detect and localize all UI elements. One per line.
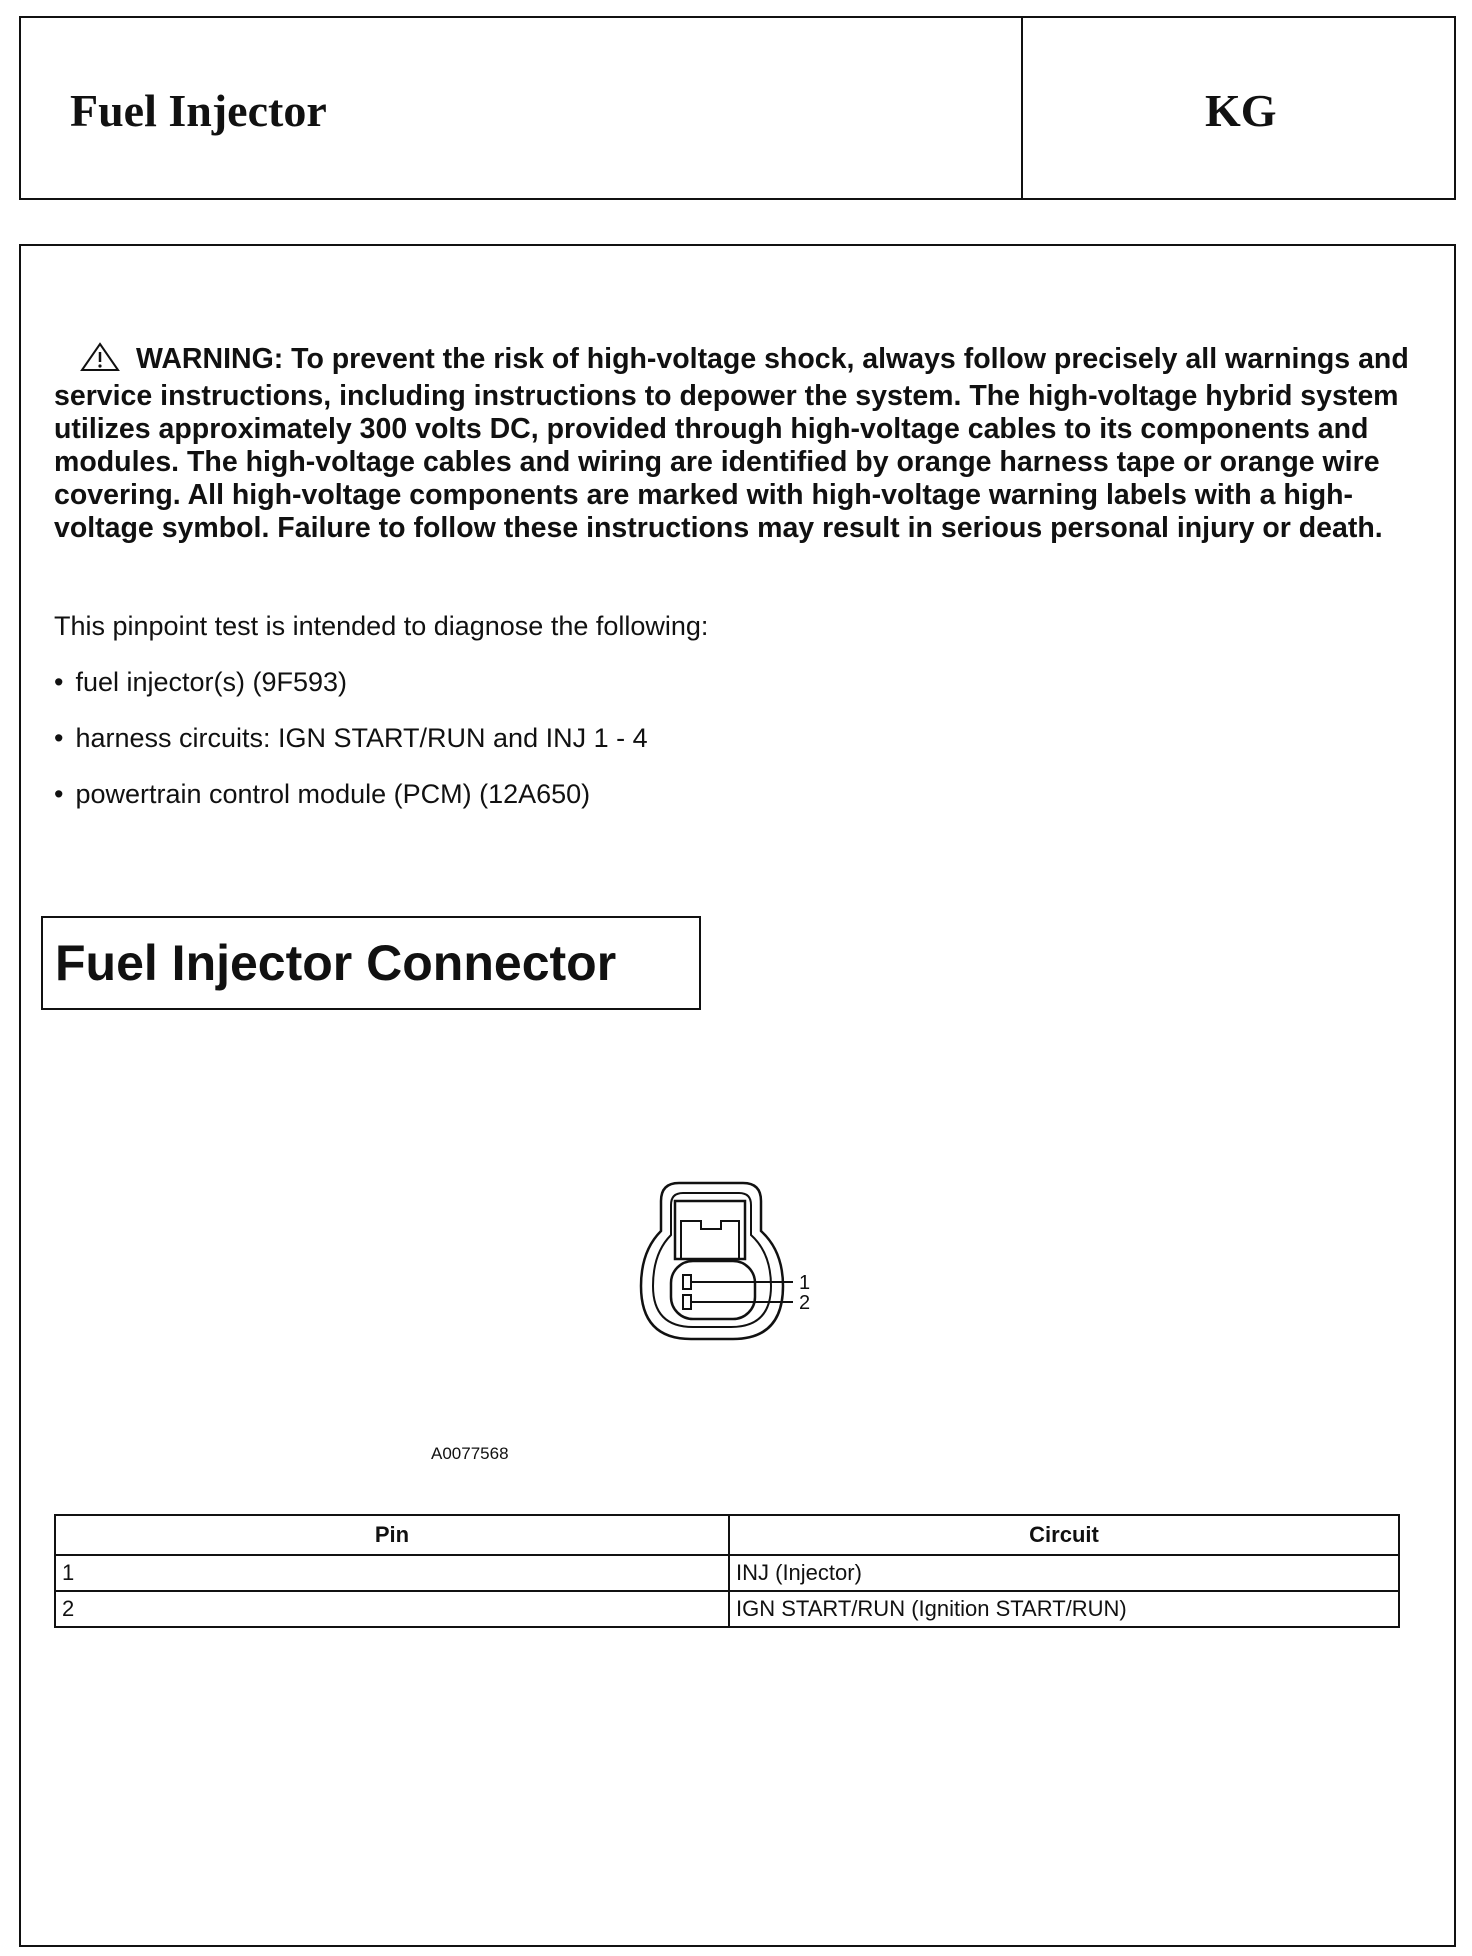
list-item: • fuel injector(s) (9F593) xyxy=(54,666,648,722)
diagnose-list xyxy=(54,666,648,834)
warning-paragraph xyxy=(54,342,1444,545)
page-title: Fuel Injector xyxy=(70,85,327,136)
header-box xyxy=(19,16,1456,200)
table-row xyxy=(55,1591,1399,1627)
section-code: KG xyxy=(1205,85,1277,136)
pin-2-terminal xyxy=(683,1295,691,1309)
connector-latch-notch xyxy=(681,1221,739,1259)
pin-2-label: 2 xyxy=(799,1292,811,1314)
table-row xyxy=(55,1555,1399,1591)
warning-text: WARNING: To prevent the risk of high-voltage shock, always follow precisely all warnings and service instructions, including instructions to depower the system. The high-voltage hybrid system utilizes approximately 300 volts DC, provided through high-voltage cables to its components and modules. The high-voltage cables and wiring are identified by orange harness tape or orange wire covering. All high-voltage components are marked with high-voltage warning labels with a high-voltage symbol. Failure to follow these instructions may result in serious personal injury or death. xyxy=(54,343,1409,544)
content-box xyxy=(19,244,1456,1947)
pin-cell: 1 xyxy=(55,1555,729,1591)
connector-diagram xyxy=(633,1171,873,1376)
table-header-row xyxy=(55,1515,1399,1555)
warning-triangle-icon xyxy=(80,342,120,380)
intro-text: This pinpoint test is intended to diagnose the following: xyxy=(54,611,709,641)
list-item: • powertrain control module (PCM) (12A650) xyxy=(54,778,648,834)
circuit-cell: IGN START/RUN (Ignition START/RUN) xyxy=(729,1591,1399,1627)
figure-id: A0077568 xyxy=(431,1444,509,1463)
column-header-pin: Pin xyxy=(55,1515,729,1555)
list-item: • harness circuits: IGN START/RUN and INJ 1 - 4 xyxy=(54,722,648,778)
pin-1-label: 1 xyxy=(799,1272,811,1294)
connector-section-title: Fuel Injector Connector xyxy=(41,916,701,1010)
connector-drawing xyxy=(633,1171,873,1371)
header-divider xyxy=(1021,18,1023,198)
pin-circuit-table xyxy=(54,1514,1400,1628)
circuit-cell: INJ (Injector) xyxy=(729,1555,1399,1591)
pin-1-terminal xyxy=(683,1275,691,1289)
column-header-circuit: Circuit xyxy=(729,1515,1399,1555)
pin-cell: 2 xyxy=(55,1591,729,1627)
